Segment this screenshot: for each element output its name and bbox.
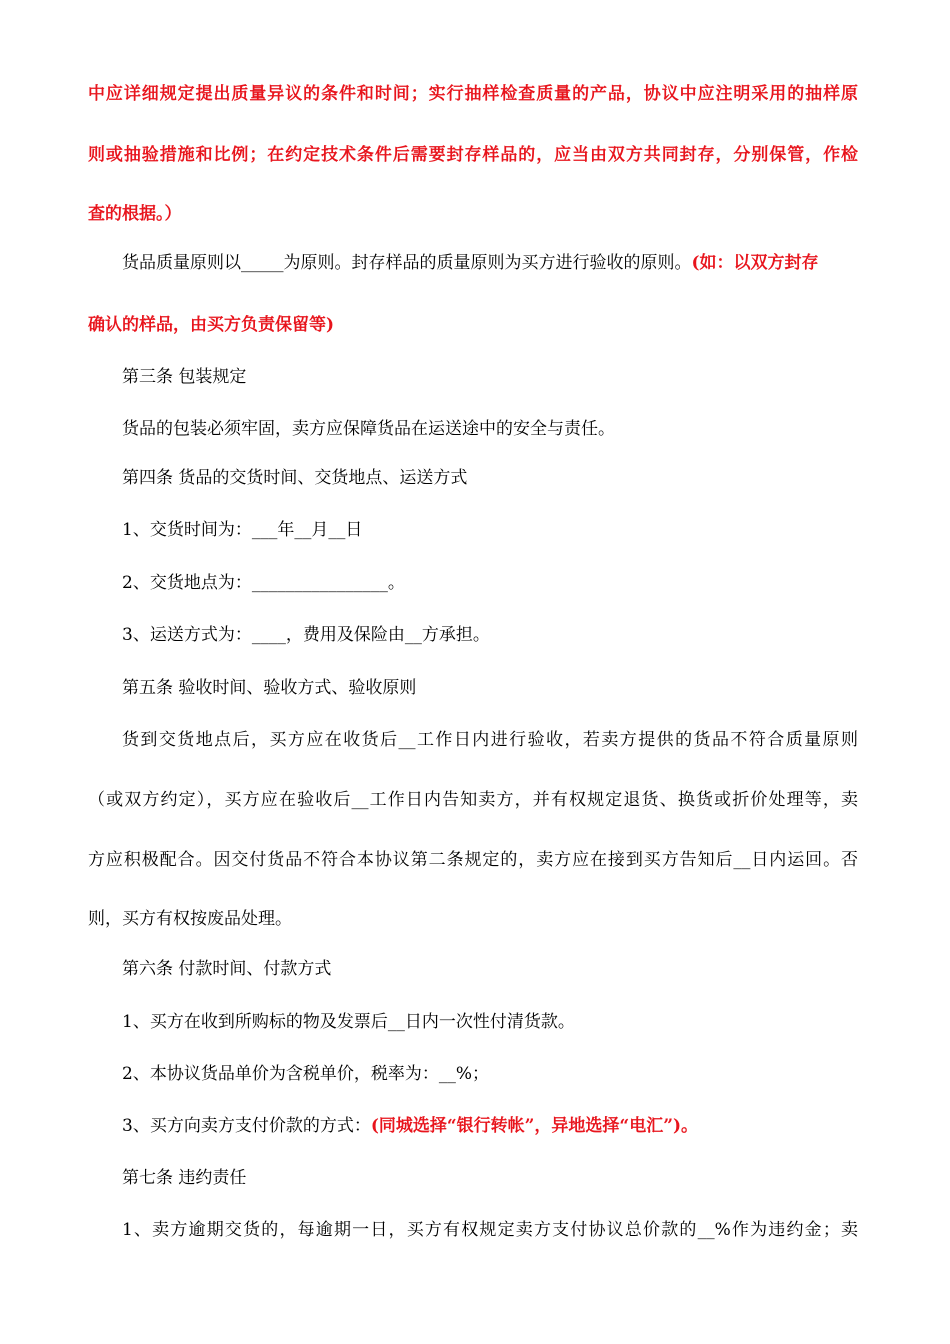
article-7-title: 第七条 违约责任	[122, 1168, 247, 1188]
article-5-title: 第五条 验收时间、验收方式、验收原则	[122, 678, 417, 698]
article-7-item: 1、卖方逾期交货的，每逾期一日，买方有权规定卖方支付协议总价款的__%作为违约金；卖	[122, 1220, 858, 1240]
quality-principle-line	[122, 251, 858, 275]
payment-method-note: (同城选择“银行转帐”，异地选择“电汇”)。	[370, 1116, 699, 1136]
article-4-title: 第四条 货品的交货时间、交货地点、运送方式	[122, 468, 468, 488]
article-5-line: 方应积极配合。因交付货品不符合本协议第二条规定的，卖方应在接到买方告知后__日内运回。否	[88, 850, 858, 870]
article-5-line: 则，买方有权按废品处理。	[88, 909, 292, 929]
article-4-item: 3、运送方式为：____，费用及保险由__方承担。	[122, 625, 490, 645]
note-line: 查的根据。）	[88, 204, 182, 224]
article-6-title: 第六条 付款时间、付款方式	[122, 959, 332, 979]
article-6-item-3	[122, 1114, 858, 1138]
article-6-item: 1、买方在收到所购标的物及发票后__日内一次性付清货款。	[122, 1012, 575, 1032]
note-line: 中应详细规定提出质量异议的条件和时间；实行抽样检查质量的产品，协议中应注明采用的抽样原	[88, 84, 858, 104]
quality-principle-text: 货品质量原则以_____为原则。封存样品的质量原则为买方进行验收的原则。	[122, 253, 692, 273]
article-4-item: 1、交货时间为：___年__月__日	[122, 520, 363, 540]
article-4-item: 2、交货地点为：________________。	[122, 573, 405, 593]
note-line: 则或抽验措施和比例；在约定技术条件后需要封存样品的，应当由双方共同封存，分别保管，作检	[88, 145, 858, 165]
article-6-item: 2、本协议货品单价为含税单价，税率为：__%；	[122, 1064, 489, 1084]
quality-principle-note: (如：以双方封存	[691, 253, 819, 273]
payment-method-text: 3、买方向卖方支付价款的方式：	[122, 1116, 371, 1136]
article-5-line: （或双方约定），买方应在验收后__工作日内告知卖方，并有权规定退货、换货或折价处理等，卖	[88, 790, 858, 810]
article-3-title: 第三条 包装规定	[122, 367, 247, 387]
article-3-text: 货品的包装必须牢固，卖方应保障货品在运送途中的安全与责任。	[122, 419, 615, 439]
article-5-line: 货到交货地点后，买方应在收货后__工作日内进行验收，若卖方提供的货品不符合质量原则	[122, 730, 858, 750]
quality-principle-note-cont: 确认的样品，由买方负责保留等)	[88, 315, 335, 335]
